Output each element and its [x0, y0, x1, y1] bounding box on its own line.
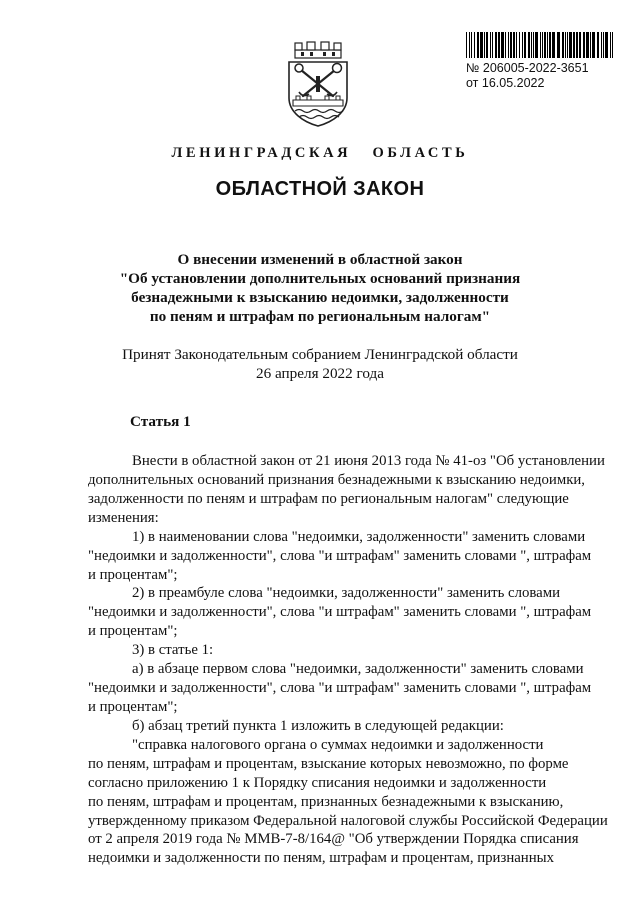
body-line: "недоимки и задолженности", слова "и штрафам" заменить словами ", штрафам: [88, 604, 592, 621]
law-title-line: "Об установлении дополнительных оснований признания: [119, 270, 521, 287]
body-line: и процентам";: [88, 623, 178, 640]
body-line: дополнительных оснований признания безнадежными к взысканию недоимки,: [88, 471, 586, 488]
adoption-info: [60, 345, 580, 383]
registration-number: № 206005-2022-3651: [466, 61, 589, 75]
body-line: утвержденному приказом Федеральной налоговой службы Российской Федерации: [88, 812, 608, 829]
law-title: [80, 250, 560, 326]
law-title-line: безнадежными к взысканию недоимки, задолженности: [131, 289, 509, 306]
body-line: от 2 апреля 2019 года № ММВ-7-8/164@ "Об утверждении Порядка списания: [88, 831, 579, 848]
body-line: "недоимки и задолженности", слова "и штрафам" заменить словами ", штрафам: [88, 547, 592, 564]
barcode-bar: [552, 32, 555, 58]
region-name: ЛЕНИНГРАДСКАЯ ОБЛАСТЬ: [171, 145, 469, 161]
barcode-bar: [498, 32, 500, 58]
adoption-date: 26 апреля 2022 года: [256, 365, 384, 382]
body-line: и процентам";: [88, 566, 178, 583]
body-line: "справка налогового органа о суммах недоимки и задолженности: [132, 736, 544, 753]
body-line: 3) в статье 1:: [132, 642, 214, 659]
barcode-bar: [603, 32, 604, 58]
article-body: [88, 452, 608, 868]
registration-date: от 16.05.2022: [466, 76, 545, 90]
barcode-bar: [565, 32, 566, 58]
barcode-bar: [601, 32, 602, 58]
barcode-bar: [535, 32, 538, 58]
barcode-bar: [528, 32, 530, 58]
barcode-bar: [592, 32, 595, 58]
barcode-bar: [490, 32, 491, 58]
adoption-line: Принят Законодательным собранием Ленинградской области: [122, 346, 518, 363]
barcode-bar: [471, 32, 472, 58]
barcode-bar: [533, 32, 534, 58]
barcode-bar: [466, 32, 467, 58]
barcode-bar: [567, 32, 568, 58]
barcode-bar: [557, 32, 560, 58]
barcode-bar: [519, 32, 520, 58]
barcode-bar: [510, 32, 512, 58]
law-title-line: О внесении изменений в областной закон: [177, 251, 463, 268]
body-line: задолженности по пеням и штрафам по региональным налогам" следующие: [88, 490, 569, 507]
document-type: ОБЛАСТНОЙ ЗАКОН: [215, 178, 425, 200]
registration-block: [466, 32, 618, 91]
barcode-bar: [516, 32, 517, 58]
barcode-bar: [524, 32, 526, 58]
barcode-bar: [492, 32, 493, 58]
barcode-bar: [477, 32, 479, 58]
barcode-bar: [531, 32, 532, 58]
barcode-bar: [610, 32, 611, 58]
barcode-bar: [522, 32, 523, 58]
barcode-bar: [508, 32, 509, 58]
barcode-bar: [495, 32, 497, 58]
barcode: [466, 32, 616, 58]
body-line: согласно приложению 1 к Порядку списания недоимки и задолженности: [88, 774, 547, 791]
barcode-bar: [579, 32, 581, 58]
barcode-bar: [480, 32, 483, 58]
barcode-bar: [505, 32, 506, 58]
barcode-bar: [484, 32, 485, 58]
barcode-bar: [474, 32, 475, 58]
barcode-bar: [569, 32, 572, 58]
barcode-bar: [542, 32, 543, 58]
barcode-bar: [562, 32, 564, 58]
barcode-bar: [469, 32, 470, 58]
barcode-bar: [590, 32, 591, 58]
barcode-bar: [612, 32, 613, 58]
barcode-bar: [576, 32, 578, 58]
body-line: по пеням, штрафам и процентам, признанных безнадежными к взысканию,: [88, 793, 564, 810]
body-line: б) абзац третий пункта 1 изложить в следующей редакции:: [132, 717, 504, 734]
barcode-bar: [540, 32, 541, 58]
law-title-line: по пеням и штрафам по региональным налогам": [149, 308, 491, 325]
barcode-bar: [486, 32, 488, 58]
barcode-bar: [597, 32, 599, 58]
barcode-bar: [605, 32, 608, 58]
barcode-bar: [583, 32, 585, 58]
barcode-bar: [549, 32, 551, 58]
body-line: 1) в наименовании слова "недоимки, задолженности" заменить словами: [132, 528, 586, 545]
barcode-bar: [573, 32, 575, 58]
barcode-bar: [513, 32, 515, 58]
barcode-bar: [501, 32, 504, 58]
article-heading: Статья 1: [130, 413, 191, 430]
body-line: 2) в преамбуле слова "недоимки, задолженности" заменить словами: [132, 585, 561, 602]
body-line: и процентам";: [88, 698, 178, 715]
barcode-bar: [547, 32, 548, 58]
barcode-bar: [544, 32, 546, 58]
body-line: "недоимки и задолженности", слова "и штрафам" заменить словами ", штрафам: [88, 680, 592, 697]
body-line: по пеням, штрафам и процентам, взыскание которых невозможно, по форме: [88, 755, 569, 772]
body-line: а) в абзаце первом слова "недоимки, задолженности" заменить словами: [132, 661, 584, 678]
coat-of-arms-emblem: [283, 40, 353, 128]
body-line: недоимки и задолженности по пеням, штрафам и процентам, признанных: [88, 850, 554, 867]
body-line: Внести в областной закон от 21 июня 2013 года № 41-оз "Об установлении: [132, 453, 605, 469]
body-line: изменения:: [88, 509, 159, 526]
barcode-bar: [586, 32, 589, 58]
